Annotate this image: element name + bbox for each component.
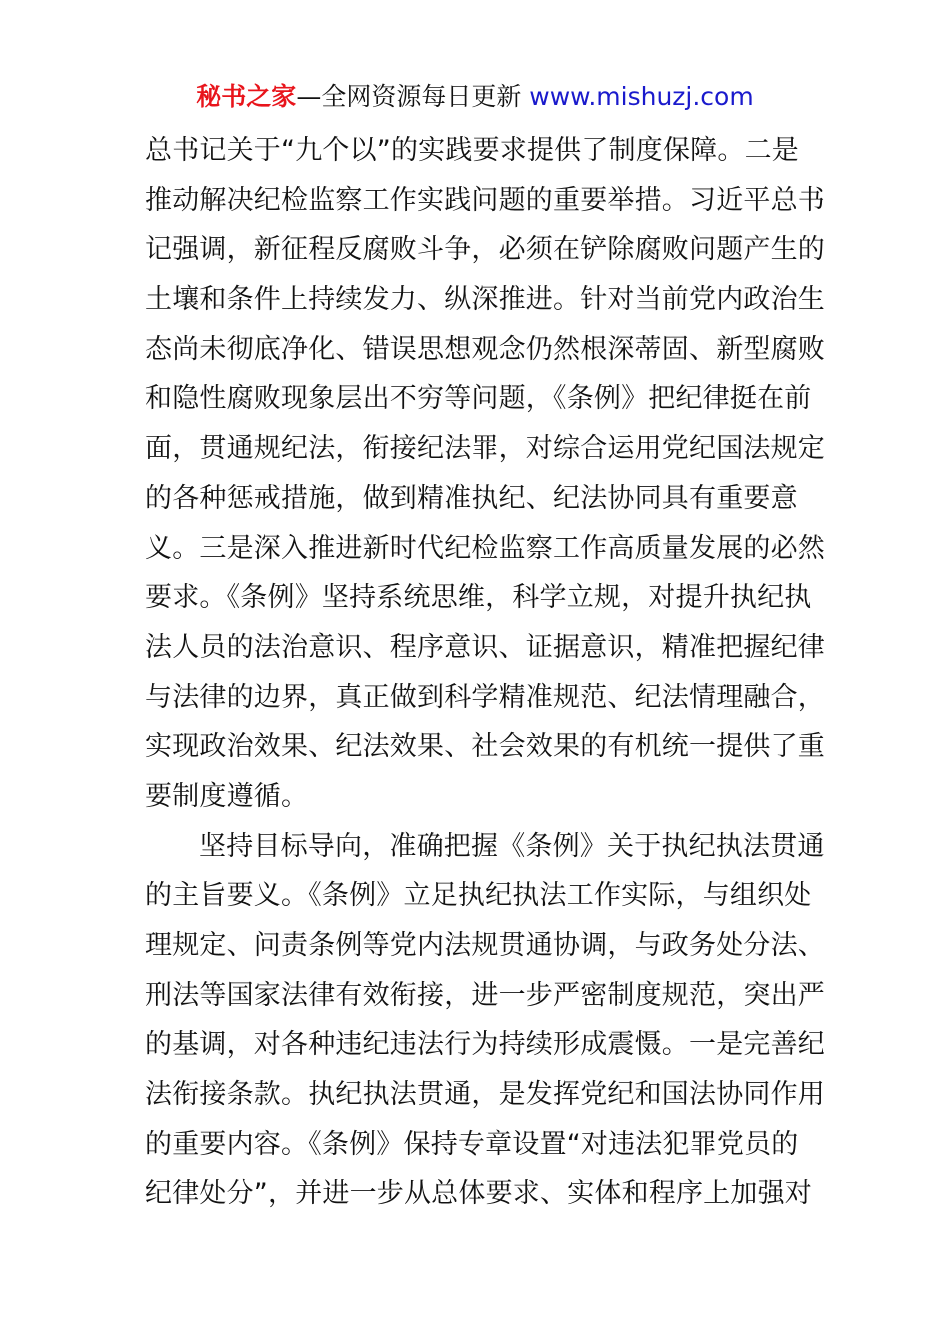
text-line: 的重要内容。《条例》保持专章设置“对违法犯罪党员的 [145, 1128, 799, 1160]
text-line: 面，贯通规纪法，衔接纪法罪，对综合运用党纪国法规定 [145, 433, 825, 465]
text-line: 要求。《条例》坚持系统思维，科学立规，对提升执纪执 [145, 582, 812, 614]
text-line: 法衔接条款。执纪执法贯通，是发挥党纪和国法协同作用 [145, 1079, 825, 1111]
brand-name: 秘书之家 [196, 82, 297, 111]
text-line: 纪律处分”，并进一步从总体要求、实体和程序上加强对 [145, 1178, 812, 1210]
text-line: 土壤和条件上持续发力、纵深推进。针对当前党内政治生 [145, 284, 825, 316]
text-line: 的主旨要义。《条例》立足执纪执法工作实际，与组织处 [145, 880, 812, 912]
paragraph-start-line: 坚持目标导向，准确把握《条例》关于执纪执法贯通 [199, 830, 825, 862]
text-line: 的基调，对各种违纪违法行为持续形成震慑。一是完善纪 [145, 1029, 825, 1061]
text-line: 推动解决纪检监察工作实践问题的重要举措。习近平总书 [145, 184, 825, 216]
text-line: 态尚未彻底净化、错误思想观念仍然根深蒂固、新型腐败 [145, 333, 825, 365]
site-url[interactable]: www.mishuzj.com [529, 82, 754, 111]
text-line: 总书记关于“九个以”的实践要求提供了制度保障。二是 [145, 135, 799, 166]
text-line: 与法律的边界，真正做到科学精准规范、纪法情理融合， [145, 681, 825, 713]
site-header [0, 80, 950, 114]
text-line: 要制度遵循。 [145, 780, 309, 812]
text-line: 的各种惩戒措施，做到精准执纪、纪法协同具有重要意 [145, 482, 798, 514]
text-line: 记强调，新征程反腐败斗争，必须在铲除腐败问题产生的 [145, 234, 825, 266]
text-line: 法人员的法治意识、程序意识、证据意识，精准把握纪律 [145, 631, 825, 663]
text-line: 和隐性腐败现象层出不穷等问题，《条例》把纪律挺在前 [145, 383, 812, 415]
document-body [145, 126, 825, 1219]
header-slogan: —全网资源每日更新 [296, 82, 522, 111]
text-line: 理规定、问责条例等党内法规贯通协调，与政务处分法、 [145, 930, 825, 961]
text-line: 实现政治效果、纪法效果、社会效果的有机统一提供了重 [145, 731, 825, 763]
text-line: 义。三是深入推进新时代纪检监察工作高质量发展的必然 [145, 532, 825, 564]
text-line: 刑法等国家法律有效衔接，进一步严密制度规范，突出严 [145, 979, 825, 1011]
